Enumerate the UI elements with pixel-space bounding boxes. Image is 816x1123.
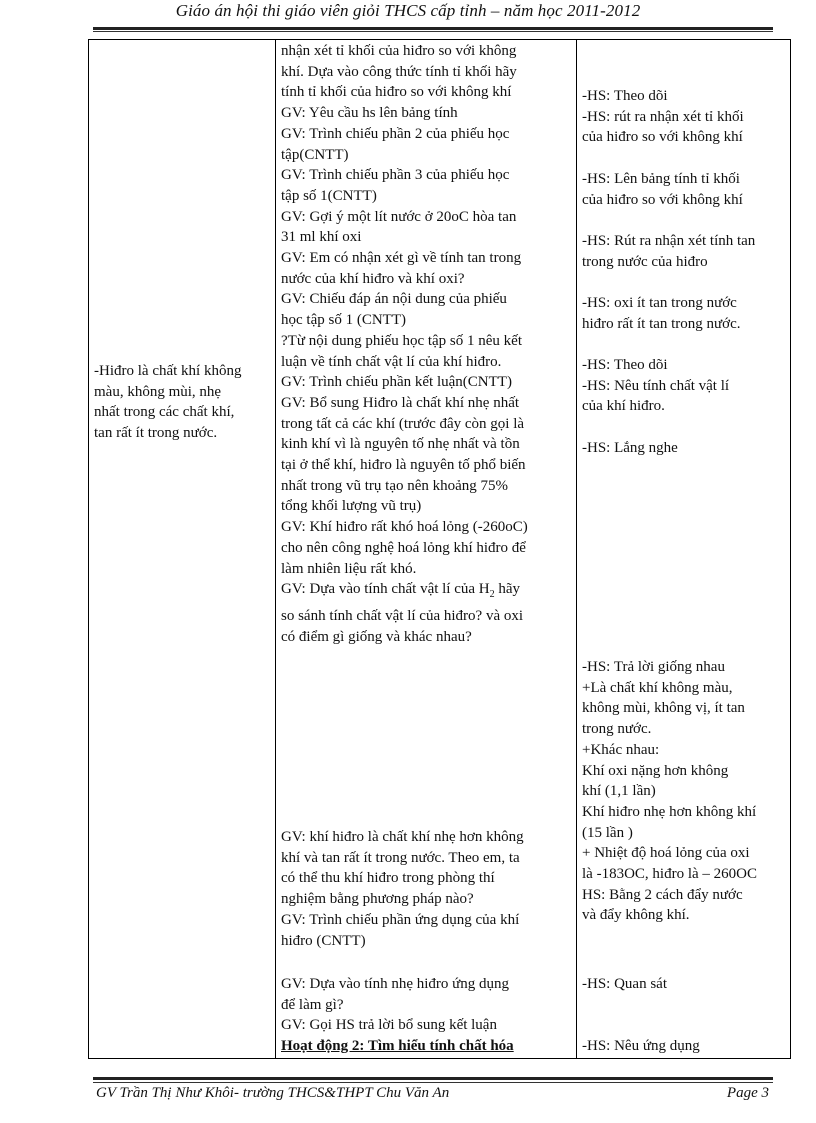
teacher-line: khí. Dựa vào công thức tính tỉ khối hãy [281,63,517,80]
student-line [582,272,755,293]
content-line: màu, không mùi, nhẹ [94,383,222,400]
teacher-collection-line: hiđro (CNTT) [281,932,366,949]
student-line: của khí hiđro. [582,398,665,415]
student-line: của hiđro so với không khí [582,191,743,208]
student-comparison-line: +Là chất khí không màu, [582,679,733,696]
student-line: -HS: Rút ra nhận xét tính tan [582,232,756,249]
content-column [94,361,241,444]
student-line [582,334,755,355]
student-application-line: -HS: Nêu ứng dụng [582,1038,700,1055]
student-comparison-line: Khí hiđro nhẹ hơn không khí [582,803,757,820]
content-line: nhất trong các chất khí, [94,404,235,421]
student-line: hiđro rất ít tan trong nước. [582,315,741,332]
student-line: trong nước của hiđro [582,253,708,270]
teacher-line: ?Từ nội dung phiếu học tập số 1 nêu kết [281,332,522,349]
teacher-line: tổng khối lượng vũ trụ) [281,498,422,515]
teacher-line: có điểm gì giống và khác nhau? [281,628,472,645]
column-divider-2 [576,39,577,1059]
teacher-collection-line: có thể thu khí hiđro trong phòng thí [281,870,495,887]
teacher-line: GV: Trình chiếu phần 3 của phiếu học [281,167,510,184]
teacher-line: GV: Dựa vào tính chất vật lí của $H_2$ hãy [281,581,521,601]
column-divider-1 [275,39,276,1059]
teacher-line: nhận xét tỉ khối của hiđro so với không [281,43,517,59]
student-line: -HS: rút ra nhận xét tỉ khối [582,108,744,125]
teacher-line: làm nhiên liệu rất khó. [281,560,417,577]
student-line: -HS: Lên bảng tính tỉ khối [582,170,740,187]
student-line: của hiđro so với không khí [582,129,743,146]
teacher-line: học tập số 1 (CNTT) [281,312,406,329]
student-comparison-line: -HS: Trả lời giống nhau [582,659,725,675]
teacher-line: GV: Bổ sung Hiđro là chất khí nhẹ nhất [281,394,520,411]
h2-subscript: 2 [489,589,495,601]
teacher-collection-line: GV: khí hiđro là chất khí nhẹ hơn không [281,829,524,845]
student-line [582,417,755,438]
student-comparison-line: không mùi, không vị, ít tan [582,700,745,717]
teacher-line: so sánh tính chất vật lí của hiđro? và oxi [281,607,524,624]
teacher-line: nhất trong vũ trụ tạo nên khoảng 75% [281,477,509,494]
header-rule-thick [93,27,773,30]
teacher-line: GV: Gợi ý một lít nước ở 20oC hòa tan [281,208,517,225]
student-comparison-line: Khí oxi nặng hơn không [582,762,729,779]
activity-heading: Hoạt động 2: Tìm hiểu tính chất hóa [281,1038,514,1055]
teacher-collection-line: khí và tan rất ít trong nước. Theo em, ta [281,849,520,866]
student-line: -HS: Lắng nghe [582,439,678,456]
student-application-line [582,1015,700,1036]
teacher-activity-application [281,974,514,1057]
student-comparison-line: là -183OC, hiđro là – 260OC [582,866,757,883]
teacher-line: tính tỉ khối của hiđro so với không khí [281,84,512,101]
teacher-line: GV: Chiếu đáp án nội dung của phiếu [281,291,507,308]
teacher-line: 31 ml khí oxi [281,229,362,246]
teacher-line: GV: Em có nhận xét gì về tính tan trong [281,250,522,267]
student-comparison-line: khí (1,1 lần) [582,783,656,800]
teacher-application-line: GV: Dựa vào tính nhẹ hiđro ứng dụng [281,976,510,992]
content-line: -Hiđro là chất khí không [94,363,242,379]
student-comparison-line: (15 lần ) [582,824,633,841]
student-application-line [582,995,700,1016]
student-line [582,210,755,231]
teacher-application-line: để làm gì? [281,996,344,1013]
header-title: Giáo án hội thi giáo viên giỏi THCS cấp tỉnh – năm học 2011-2012 [175,1,641,20]
student-comparison-line: HS: Bằng 2 cách đẩy nước [582,886,743,903]
teacher-line: luận về tính chất vật lí của khí hiđro. [281,353,502,370]
student-line: -HS: Nêu tính chất vật lí [582,377,730,394]
footer-rule-thin [93,1082,773,1083]
teacher-line: GV: Trình chiếu phần kết luận(CNTT) [281,374,512,391]
student-line: -HS: Theo dõi [582,88,668,104]
student-activity-comparison [582,657,757,926]
student-line [582,148,755,169]
teacher-line: nước của khí hiđro và khí oxi? [281,270,465,287]
h2-tail: hãy [494,581,521,598]
student-comparison-line: trong nước. [582,721,652,738]
teacher-line: GV: Trình chiếu phần 2 của phiếu học [281,125,510,142]
student-application-line: -HS: Quan sát [582,976,667,992]
teacher-line: GV: Yêu cầu hs lên bảng tính [281,105,458,122]
header-rule-thin [93,31,773,32]
teacher-line: tại ở thể khí, hiđro là nguyên tố phổ biến [281,457,526,474]
student-line: -HS: Theo dõi [582,357,668,374]
teacher-activity-column [281,41,528,647]
student-comparison-line: + Nhiệt độ hoá lỏng của oxi [582,845,750,862]
teacher-line: tập(CNTT) [281,146,349,163]
teacher-collection-line: GV: Trình chiếu phần ứng dụng của khí [281,911,520,928]
teacher-activity-collection [281,827,524,951]
student-line: -HS: oxi ít tan trong nước [582,294,737,311]
teacher-line: GV: Khí hiđro rất khó hoá lỏng (-260oC) [281,519,528,536]
teacher-line: trong tất cả các khí (trước đây còn gọi là [281,415,525,432]
teacher-line: kinh khí vì là nguyên tố nhẹ nhất và tồn [281,436,520,453]
student-activity-application [582,974,700,1057]
teacher-application-line: GV: Gọi HS trả lời bổ sung kết luận [281,1017,497,1034]
teacher-line: cho nên công nghệ hoá lỏng khí hiđro để [281,539,526,556]
student-activity-column [582,86,755,459]
student-comparison-line: và đẩy không khí. [582,907,690,924]
footer-page-number: Page 3 [726,1085,769,1101]
student-comparison-line: +Khác nhau: [582,741,660,758]
footer-rule-thick [93,1077,773,1080]
content-line: tan rất ít trong nước. [94,425,218,442]
teacher-collection-line: nghiệm bằng phương pháp nào? [281,891,474,908]
footer-author: GV Trần Thị Như Khôi- trường THCS&THPT Chu Văn An [96,1085,450,1101]
teacher-line: tập số 1(CNTT) [281,187,377,204]
